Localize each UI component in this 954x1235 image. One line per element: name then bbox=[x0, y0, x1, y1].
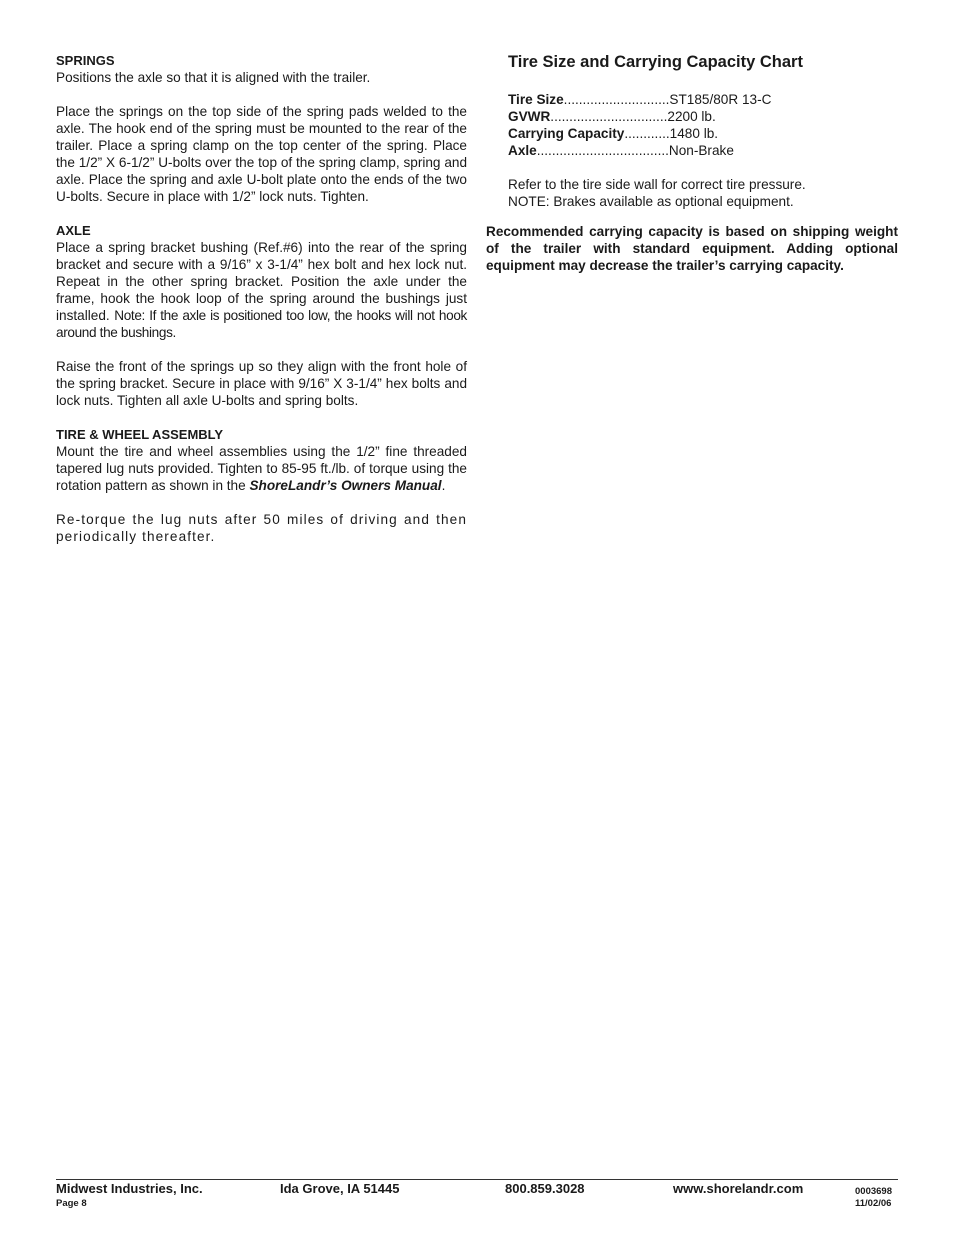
footer-date: 11/02/06 bbox=[855, 1198, 892, 1209]
footer-page-number: Page 8 bbox=[56, 1198, 87, 1209]
right-column bbox=[486, 52, 898, 274]
springs-heading: SPRINGS bbox=[56, 53, 115, 68]
spec-label: GVWR bbox=[508, 109, 551, 124]
axle-body-main: Place a spring bracket bushing (Ref.#6) into the rear of the spring bracket and secure with a 9/16” x 3-1/4” hex bolt and hex lock nut. Repeat in the other spring bracket. Position the axle under the frame, hook the hook loop of the spring around the bushings just installed. bbox=[56, 240, 467, 323]
tire-body-start: Mount the tire and wheel assemblies using the 1/2” fine threaded tapered lug nuts provided. Tighten to 85-95 ft./lb. of torque using the rotation pattern as shown in the bbox=[56, 444, 467, 493]
axle-body-note: Note: If the axle is positioned too low, the hooks will not hook around the bushings. bbox=[56, 308, 468, 340]
footer-doc-number: 0003698 bbox=[855, 1186, 892, 1197]
spec-label: Tire Size bbox=[508, 92, 564, 107]
footer-phone: 800.859.3028 bbox=[505, 1181, 585, 1196]
spec-label: Axle bbox=[508, 143, 537, 158]
footer-website: www.shorelandr.com bbox=[673, 1181, 804, 1196]
tire-heading: TIRE & WHEEL ASSEMBLY bbox=[56, 427, 224, 442]
spec-row-axle bbox=[508, 142, 898, 159]
spec-value: 1480 lb. bbox=[669, 126, 719, 141]
spec-leader: ............................ bbox=[563, 92, 670, 107]
left-column bbox=[56, 52, 467, 545]
owners-manual-reference: ShoreLandr’s Owners Manual bbox=[249, 478, 442, 493]
spec-leader: ............................... bbox=[550, 109, 668, 124]
tire-body-end: . bbox=[441, 478, 446, 493]
axle-heading: AXLE bbox=[56, 223, 91, 238]
springs-body: Place the springs on the top side of the spring pads welded to the axle. The hook end of the spring must be mounted to the rear of the trailer. Place a spring clamp on the top center of the spring. Place the 1/2” X 6-1/2” U-bolts over the top of the spring clamp, spring and axle. Place the spring and axle U-bolt plate onto the ends of the two U-bolts. Secure in place with 1/2” lock nuts. Tighten. bbox=[56, 104, 467, 204]
footer-rule bbox=[56, 1179, 898, 1180]
spec-leader: ................................... bbox=[536, 143, 669, 158]
spec-value: 2200 lb. bbox=[667, 109, 716, 124]
spec-row-gvwr bbox=[508, 108, 898, 125]
spec-row-carrying-capacity bbox=[508, 125, 898, 142]
spec-row-tire-size bbox=[508, 91, 898, 108]
tire-body-2: Re-torque the lug nuts after 50 miles of driving and then periodically thereafter. bbox=[56, 512, 467, 544]
spec-value: ST185/80R 13-C bbox=[669, 92, 772, 107]
spec-value: Non-Brake bbox=[668, 143, 734, 158]
capacity-recommendation: Recommended carrying capacity is based on shipping weight of the trailer with standard equipment. Adding optional equipment may decrease the trailer’s carrying capacity. bbox=[486, 224, 898, 273]
brakes-note: NOTE: Brakes available as optional equipment. bbox=[508, 194, 794, 209]
footer-city: Ida Grove, IA 51445 bbox=[280, 1181, 400, 1196]
footer-company: Midwest Industries, Inc. bbox=[56, 1181, 203, 1196]
axle-body bbox=[56, 239, 467, 341]
spec-label: Carrying Capacity bbox=[508, 126, 625, 141]
axle-body-2: Raise the front of the springs up so they align with the front hole of the spring bracket. Secure in place with 9/16” X 3-1/4” hex bolts and lock nuts. Tighten all axle U-bolts and spring bolts. bbox=[56, 359, 467, 408]
tire-pressure-note: Refer to the tire side wall for correct tire pressure. bbox=[508, 177, 806, 192]
tire-body bbox=[56, 443, 467, 494]
spec-table bbox=[508, 91, 898, 159]
capacity-chart-title: Tire Size and Carrying Capacity Chart bbox=[508, 53, 803, 71]
tire-notes bbox=[508, 176, 898, 210]
springs-intro: Positions the axle so that it is aligned with the trailer. bbox=[56, 70, 371, 85]
spec-leader: ............ bbox=[624, 126, 670, 141]
